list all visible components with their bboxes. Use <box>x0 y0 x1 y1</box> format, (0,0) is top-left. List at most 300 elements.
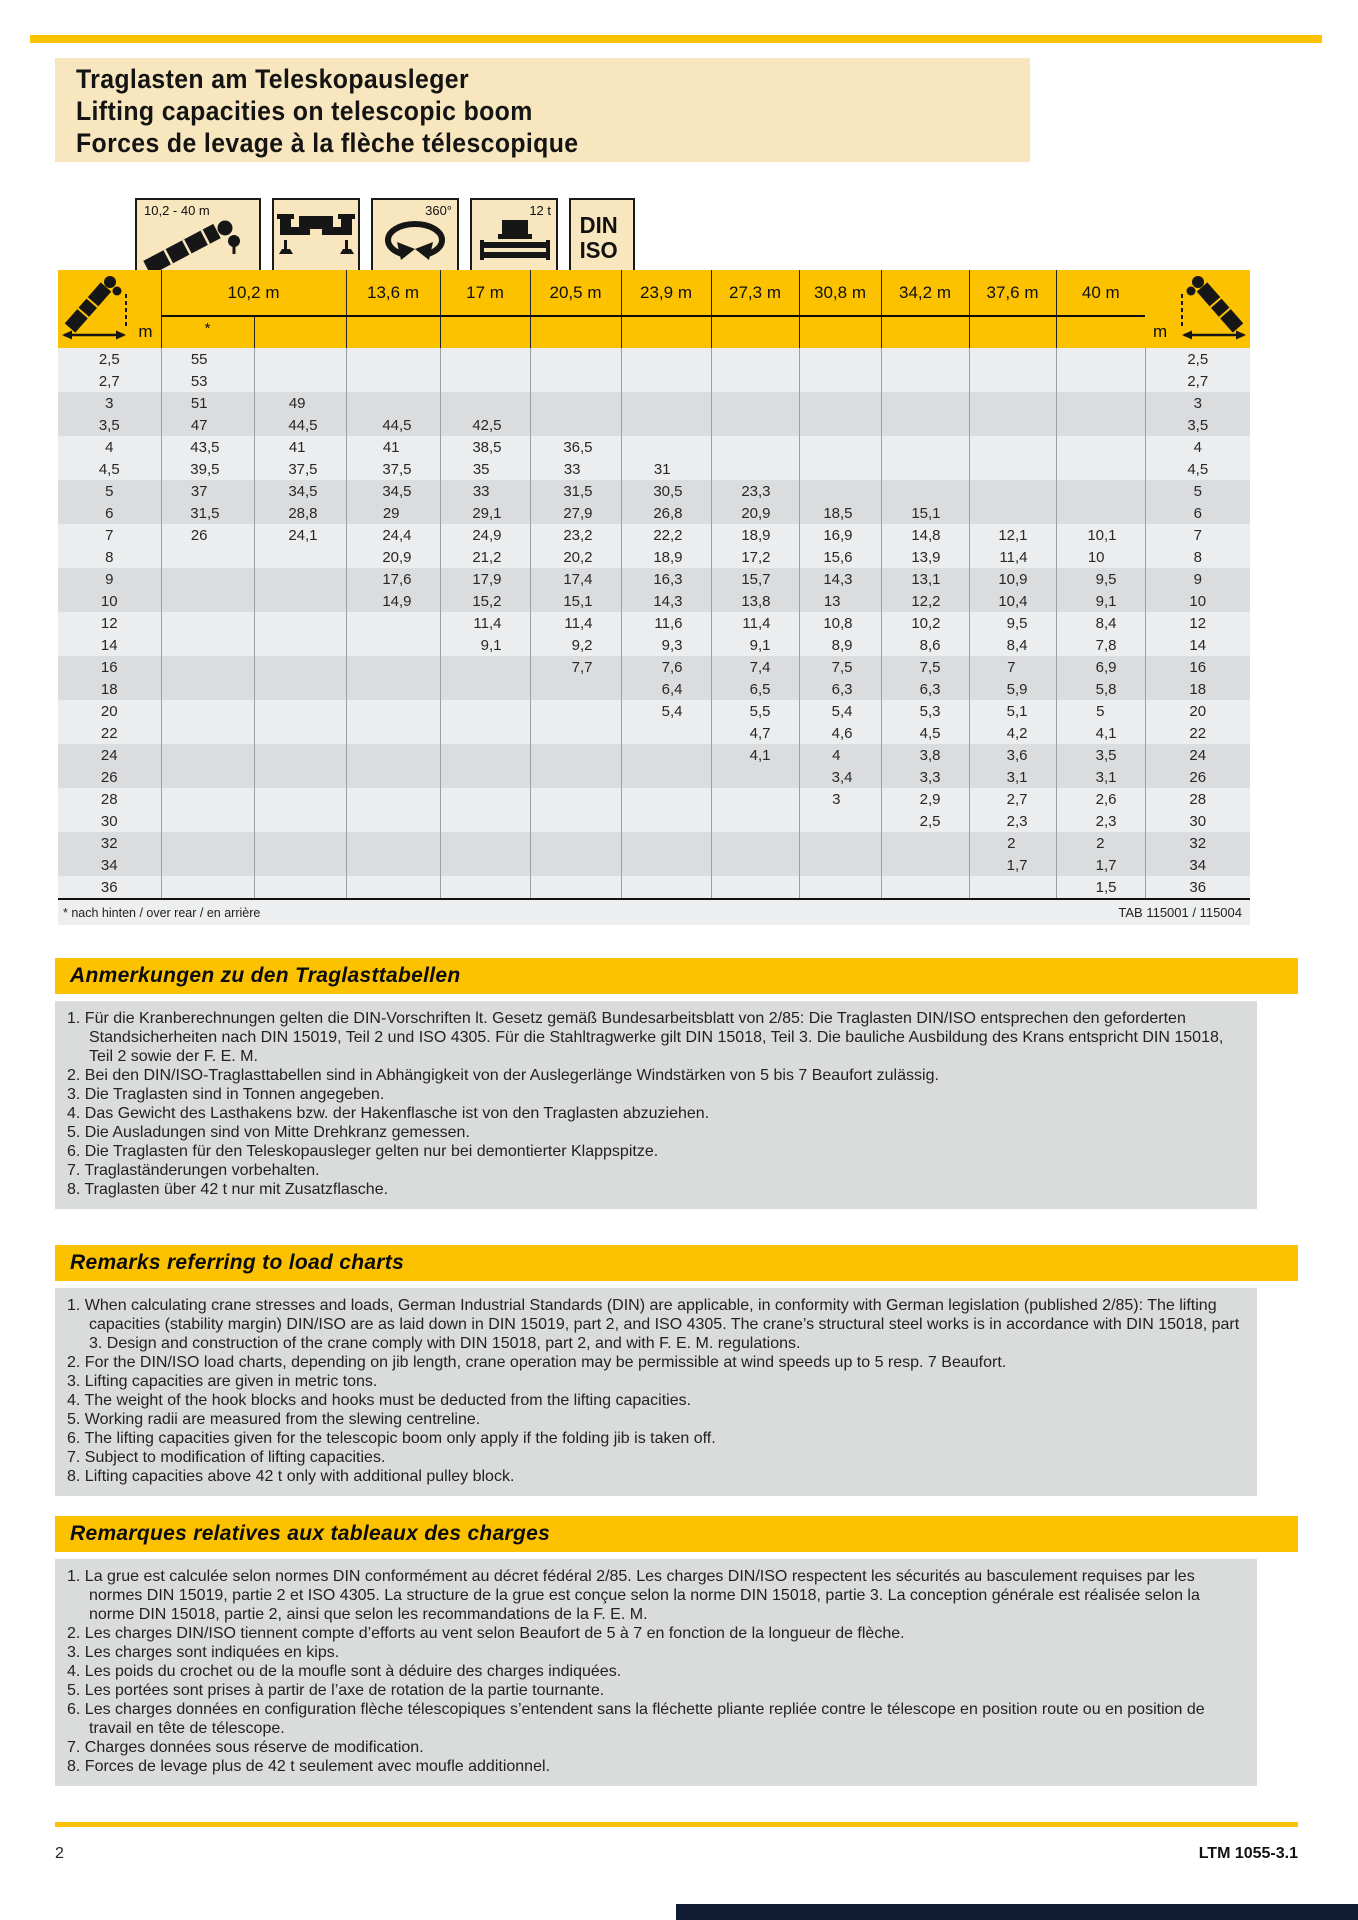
capacity-cell <box>969 348 1056 370</box>
capacity-cell <box>440 348 530 370</box>
capacity-table <box>58 270 1250 898</box>
capacity-cell: 5,1 <box>969 700 1056 722</box>
capacity-row <box>58 810 1250 832</box>
counterweight-label: 12 t <box>529 203 551 218</box>
capacity-cell <box>161 568 254 590</box>
remarks-section-en <box>55 1245 1298 1496</box>
capacity-cell: 18,9 <box>711 524 799 546</box>
capacity-cell <box>969 414 1056 436</box>
capacity-cell: 15,1 <box>881 502 969 524</box>
capacity-cell: 15,6 <box>799 546 881 568</box>
radius-cell: 10 <box>58 590 161 612</box>
radius-cell: 3 <box>1145 392 1250 414</box>
capacity-cell: 5,8 <box>1056 678 1145 700</box>
capacity-cell <box>530 788 621 810</box>
remark-item: 2. Les charges DIN/ISO tiennent compte d’efforts au vent selon Beaufort de 5 à 7 en fonction de la longueur de flèche. <box>67 1625 905 1642</box>
capacity-cell: 9,3 <box>621 634 711 656</box>
radius-cell: 16 <box>58 656 161 678</box>
capacity-cell <box>881 392 969 414</box>
radius-cell: 30 <box>1145 810 1250 832</box>
capacity-cell: 38,5 <box>440 436 530 458</box>
section-heading: Remarks referring to load charts <box>55 1245 1298 1281</box>
radius-cell: 4,5 <box>58 458 161 480</box>
remark-item: 1. When calculating crane stresses and loads, German Industrial Standards (DIN) are applicable, in conformity with German legislation (published 2/85): The lifting capacities (stability margin) DIN/ISO are as laid down in DIN 15019, part 2, and ISO 4305. The crane’s structural steel works is in accordance with DIN 15018, part 3. Design and construction of the crane comply with DIN 15018, part 2, and with F. E. M. regulations. <box>67 1297 1240 1352</box>
capacity-cell <box>254 722 346 744</box>
remark-item: 4. The weight of the hook blocks and hooks must be deducted from the lifting capacities. <box>67 1392 692 1409</box>
telescopic-boom-icon <box>137 216 259 276</box>
capacity-cell: 11,4 <box>530 612 621 634</box>
capacity-cell: 9,1 <box>711 634 799 656</box>
section-heading: Remarques relatives aux tableaux des charges <box>55 1516 1298 1552</box>
radius-cell: 26 <box>1145 766 1250 788</box>
capacity-cell: 2 <box>969 832 1056 854</box>
capacity-cell <box>346 348 440 370</box>
capacity-cell <box>254 656 346 678</box>
capacity-cell <box>254 744 346 766</box>
capacity-cell: 1,7 <box>969 854 1056 876</box>
page-title-en: Lifting capacities on telescopic boom <box>76 96 533 126</box>
radius-cell: 28 <box>1145 788 1250 810</box>
load-chart <box>58 270 1250 925</box>
capacity-cell: 13,1 <box>881 568 969 590</box>
capacity-row <box>58 832 1250 854</box>
capacity-cell: 29 <box>346 502 440 524</box>
capacity-cell: 51 <box>161 392 254 414</box>
din-label: DIN <box>579 212 618 238</box>
capacity-table-body <box>58 348 1250 898</box>
title-block <box>55 58 1030 162</box>
capacity-cell: 20,9 <box>711 502 799 524</box>
capacity-cell <box>621 744 711 766</box>
capacity-cell: 12,2 <box>881 590 969 612</box>
capacity-cell: 20,2 <box>530 546 621 568</box>
capacity-cell <box>440 766 530 788</box>
capacity-cell <box>969 436 1056 458</box>
capacity-cell <box>161 678 254 700</box>
capacity-cell <box>711 348 799 370</box>
capacity-cell <box>621 722 711 744</box>
capacity-cell <box>254 854 346 876</box>
capacity-cell: 37,5 <box>346 458 440 480</box>
capacity-cell <box>621 392 711 414</box>
capacity-cell: 11,4 <box>440 612 530 634</box>
sub-header-cell <box>440 316 530 348</box>
radius-cell: 2,5 <box>58 348 161 370</box>
page-title-de: Traglasten am Teleskopausleger <box>76 64 470 94</box>
boom-range-label: 10,2 - 40 m <box>144 203 210 218</box>
standards-din-iso-label <box>571 200 631 263</box>
capacity-cell: 3,3 <box>881 766 969 788</box>
sub-header-cell <box>621 316 711 348</box>
footer-accent-bar <box>676 1904 1358 1920</box>
capacity-cell <box>621 370 711 392</box>
table-footnote-bar <box>58 898 1250 925</box>
capacity-cell <box>161 700 254 722</box>
capacity-cell: 18,5 <box>799 502 881 524</box>
radius-cell: 24 <box>1145 744 1250 766</box>
remark-item: 6. The lifting capacities given for the telescopic boom only apply if the folding jib is taken off. <box>67 1430 716 1447</box>
remark-item: 3. Die Traglasten sind in Tonnen angegeben. <box>67 1086 385 1103</box>
capacity-cell: 5,9 <box>969 678 1056 700</box>
capacity-cell: 44,5 <box>346 414 440 436</box>
capacity-row <box>58 788 1250 810</box>
remark-item: 3. Les charges sont indiquées en kips. <box>67 1644 340 1661</box>
capacity-row <box>58 480 1250 502</box>
capacity-cell: 8,4 <box>1056 612 1145 634</box>
capacity-cell <box>346 634 440 656</box>
capacity-cell <box>530 810 621 832</box>
din-iso-box <box>569 198 635 278</box>
capacity-cell <box>530 854 621 876</box>
remark-item: 7. Charges données sous réserve de modification. <box>67 1739 424 1756</box>
capacity-cell <box>621 832 711 854</box>
capacity-cell <box>711 788 799 810</box>
radius-cell: 4 <box>58 436 161 458</box>
radius-cell: 32 <box>58 832 161 854</box>
capacity-cell: 14,9 <box>346 590 440 612</box>
capacity-cell: 6,3 <box>881 678 969 700</box>
capacity-cell <box>254 612 346 634</box>
capacity-cell: 17,9 <box>440 568 530 590</box>
capacity-cell <box>711 876 799 898</box>
capacity-cell: 14,8 <box>881 524 969 546</box>
capacity-cell <box>254 568 346 590</box>
capacity-cell: 39,5 <box>161 458 254 480</box>
remark-item: 5. Working radii are measured from the slewing centreline. <box>67 1411 481 1428</box>
sub-header-cell <box>799 316 881 348</box>
capacity-cell: 5,4 <box>621 700 711 722</box>
capacity-cell: 6,3 <box>799 678 881 700</box>
capacity-row <box>58 766 1250 788</box>
capacity-cell <box>881 832 969 854</box>
capacity-cell: 13,8 <box>711 590 799 612</box>
capacity-cell <box>530 414 621 436</box>
remark-item: 2. Bei den DIN/ISO-Traglasttabellen sind in Abhängigkeit von der Auslegerlänge Windstärken von 5 bis 7 Beaufort zulässig. <box>67 1067 939 1084</box>
page-number: 2 <box>55 1845 64 1862</box>
capacity-cell <box>969 480 1056 502</box>
capacity-cell <box>711 414 799 436</box>
capacity-cell <box>254 766 346 788</box>
radius-cell: 6 <box>58 502 161 524</box>
capacity-cell <box>254 546 346 568</box>
capacity-cell <box>1056 348 1145 370</box>
capacity-cell: 5,5 <box>711 700 799 722</box>
capacity-cell <box>161 546 254 568</box>
capacity-cell: 18,9 <box>621 546 711 568</box>
capacity-cell: 4,6 <box>799 722 881 744</box>
capacity-cell <box>711 436 799 458</box>
capacity-cell: 24,9 <box>440 524 530 546</box>
radius-cell: 14 <box>58 634 161 656</box>
capacity-cell: 4,2 <box>969 722 1056 744</box>
radius-cell: 4 <box>1145 436 1250 458</box>
radius-cell: 32 <box>1145 832 1250 854</box>
radius-cell: 34 <box>1145 854 1250 876</box>
capacity-cell: 10,9 <box>969 568 1056 590</box>
capacity-cell <box>440 832 530 854</box>
capacity-cell <box>254 370 346 392</box>
capacity-cell: 33 <box>530 458 621 480</box>
radius-cell: 30 <box>58 810 161 832</box>
capacity-cell <box>161 766 254 788</box>
capacity-cell: 8,6 <box>881 634 969 656</box>
remark-item: 4. Das Gewicht des Lasthakens bzw. der Hakenflasche ist von den Traglasten abzuziehen. <box>67 1105 710 1122</box>
remark-item: 6. Die Traglasten für den Teleskopausleger gelten nur bei demontierter Klappspitze. <box>67 1143 659 1160</box>
capacity-cell <box>346 876 440 898</box>
capacity-row <box>58 854 1250 876</box>
radius-header-left <box>58 270 161 348</box>
radius-cell: 8 <box>1145 546 1250 568</box>
capacity-cell <box>530 744 621 766</box>
capacity-cell <box>254 832 346 854</box>
capacity-cell: 7,6 <box>621 656 711 678</box>
radius-cell: 12 <box>58 612 161 634</box>
capacity-cell <box>161 656 254 678</box>
radius-cell: 22 <box>58 722 161 744</box>
capacity-cell: 42,5 <box>440 414 530 436</box>
radius-cell: 18 <box>1145 678 1250 700</box>
capacity-row <box>58 370 1250 392</box>
capacity-cell <box>969 392 1056 414</box>
remark-list <box>55 1001 1257 1209</box>
radius-unit-label: m <box>138 322 153 341</box>
capacity-cell <box>530 832 621 854</box>
capacity-cell <box>969 502 1056 524</box>
iso-label: ISO <box>579 237 618 263</box>
capacity-cell <box>621 810 711 832</box>
capacity-cell: 12,1 <box>969 524 1056 546</box>
capacity-cell <box>621 876 711 898</box>
capacity-cell: 3,5 <box>1056 744 1145 766</box>
capacity-cell: 13,9 <box>881 546 969 568</box>
capacity-cell <box>969 370 1056 392</box>
radius-cell: 5 <box>1145 480 1250 502</box>
radius-cell: 20 <box>58 700 161 722</box>
remark-item: 8. Traglasten über 42 t nur mit Zusatzflasche. <box>67 1181 389 1198</box>
remark-item: 5. Die Ausladungen sind von Mitte Drehkranz gemessen. <box>67 1124 470 1141</box>
capacity-cell <box>799 832 881 854</box>
capacity-cell: 27,9 <box>530 502 621 524</box>
capacity-cell: 44,5 <box>254 414 346 436</box>
capacity-cell: 6,5 <box>711 678 799 700</box>
capacity-cell: 4,1 <box>1056 722 1145 744</box>
capacity-cell <box>440 392 530 414</box>
capacity-row <box>58 876 1250 898</box>
capacity-cell <box>799 458 881 480</box>
capacity-cell <box>161 744 254 766</box>
capacity-cell: 34,5 <box>254 480 346 502</box>
capacity-cell <box>621 854 711 876</box>
capacity-cell: 5,3 <box>881 700 969 722</box>
remarks-section-de <box>55 958 1298 1209</box>
radius-cell: 2,7 <box>1145 370 1250 392</box>
radius-cell: 16 <box>1145 656 1250 678</box>
tab-reference: TAB 115001 / 115004 <box>1118 905 1242 920</box>
capacity-cell <box>799 392 881 414</box>
capacity-cell: 9,1 <box>440 634 530 656</box>
capacity-cell: 36,5 <box>530 436 621 458</box>
capacity-cell <box>346 832 440 854</box>
boom-length-header-row <box>58 270 1250 316</box>
remark-item: 2. For the DIN/ISO load charts, depending on jib length, crane operation may be permissible at wind speeds up to 5 resp. 7 Beaufort. <box>67 1354 1007 1371</box>
capacity-cell <box>254 788 346 810</box>
capacity-cell <box>346 392 440 414</box>
radius-header-right <box>1145 270 1250 348</box>
capacity-cell <box>530 370 621 392</box>
capacity-row <box>58 524 1250 546</box>
capacity-cell: 2,5 <box>881 810 969 832</box>
capacity-cell: 8,4 <box>969 634 1056 656</box>
radius-cell: 36 <box>1145 876 1250 898</box>
capacity-cell <box>440 656 530 678</box>
radius-cell: 3,5 <box>58 414 161 436</box>
remark-item: 3. Lifting capacities are given in metric tons. <box>67 1373 378 1390</box>
capacity-cell <box>161 590 254 612</box>
capacity-cell <box>1056 480 1145 502</box>
capacity-cell <box>621 348 711 370</box>
capacity-cell <box>530 348 621 370</box>
radius-cell: 34 <box>58 854 161 876</box>
capacity-cell <box>711 370 799 392</box>
capacity-cell: 7,5 <box>881 656 969 678</box>
capacity-row <box>58 590 1250 612</box>
capacity-cell <box>346 700 440 722</box>
outrigger-icon-box <box>272 198 360 278</box>
capacity-cell: 17,6 <box>346 568 440 590</box>
capacity-cell <box>440 722 530 744</box>
boom-length-header: 37,6 m <box>969 270 1056 316</box>
radius-cell: 9 <box>58 568 161 590</box>
capacity-row <box>58 502 1250 524</box>
capacity-cell: 37 <box>161 480 254 502</box>
capacity-cell <box>881 348 969 370</box>
capacity-cell: 7,4 <box>711 656 799 678</box>
radius-cell: 5 <box>58 480 161 502</box>
capacity-cell: 21,2 <box>440 546 530 568</box>
capacity-row <box>58 458 1250 480</box>
capacity-cell <box>799 854 881 876</box>
capacity-cell <box>440 854 530 876</box>
capacity-cell: 10 <box>1056 546 1145 568</box>
capacity-cell: 3 <box>799 788 881 810</box>
capacity-cell <box>161 634 254 656</box>
boom-length-header: 23,9 m <box>621 270 711 316</box>
boom-length-icon-box <box>135 198 261 278</box>
capacity-cell: 15,1 <box>530 590 621 612</box>
boom-length-header: 30,8 m <box>799 270 881 316</box>
radius-cell: 10 <box>1145 590 1250 612</box>
capacity-cell <box>799 480 881 502</box>
capacity-cell <box>530 700 621 722</box>
radius-cell: 26 <box>58 766 161 788</box>
capacity-cell <box>799 876 881 898</box>
radius-unit-label: m <box>1153 322 1168 341</box>
capacity-cell <box>1056 502 1145 524</box>
capacity-cell <box>711 854 799 876</box>
capacity-cell <box>711 458 799 480</box>
capacity-cell <box>881 458 969 480</box>
capacity-cell <box>530 722 621 744</box>
capacity-cell <box>440 810 530 832</box>
capacity-cell: 1,7 <box>1056 854 1145 876</box>
capacity-row <box>58 392 1250 414</box>
capacity-cell: 30,5 <box>621 480 711 502</box>
capacity-cell <box>1056 370 1145 392</box>
capacity-cell: 4,5 <box>881 722 969 744</box>
capacity-cell <box>346 678 440 700</box>
remarks-section-fr <box>55 1516 1298 1786</box>
capacity-cell <box>881 876 969 898</box>
capacity-cell: 8,9 <box>799 634 881 656</box>
capacity-cell: 26 <box>161 524 254 546</box>
capacity-cell: 17,4 <box>530 568 621 590</box>
sub-header-cell <box>530 316 621 348</box>
capacity-cell: 22,2 <box>621 524 711 546</box>
capacity-cell: 4,7 <box>711 722 799 744</box>
radius-cell: 24 <box>58 744 161 766</box>
capacity-row <box>58 656 1250 678</box>
capacity-cell: 9,1 <box>1056 590 1145 612</box>
sub-header-cell <box>969 316 1056 348</box>
capacity-cell: 16,9 <box>799 524 881 546</box>
sub-header-cell <box>254 316 346 348</box>
capacity-cell <box>1056 392 1145 414</box>
capacity-cell: 15,2 <box>440 590 530 612</box>
sub-header-row <box>58 316 1250 348</box>
capacity-cell: 34,5 <box>346 480 440 502</box>
counterweight-icon <box>472 200 556 276</box>
capacity-cell: 17,2 <box>711 546 799 568</box>
capacity-cell <box>161 722 254 744</box>
capacity-cell <box>530 392 621 414</box>
remark-item: 7. Traglaständerungen vorbehalten. <box>67 1162 320 1179</box>
capacity-cell: 4 <box>799 744 881 766</box>
capacity-cell <box>161 876 254 898</box>
capacity-cell <box>711 810 799 832</box>
capacity-cell <box>799 348 881 370</box>
capacity-cell: 10,4 <box>969 590 1056 612</box>
capacity-cell <box>161 854 254 876</box>
capacity-cell: 43,5 <box>161 436 254 458</box>
capacity-cell: 23,3 <box>711 480 799 502</box>
radius-cell: 14 <box>1145 634 1250 656</box>
capacity-cell <box>711 832 799 854</box>
capacity-cell: 24,1 <box>254 524 346 546</box>
capacity-cell: 2,3 <box>969 810 1056 832</box>
sub-header-cell <box>711 316 799 348</box>
capacity-cell <box>881 370 969 392</box>
capacity-cell <box>161 788 254 810</box>
capacity-cell <box>1056 458 1145 480</box>
capacity-cell: 11,4 <box>711 612 799 634</box>
sub-header-cell <box>881 316 969 348</box>
capacity-row <box>58 414 1250 436</box>
capacity-cell: 7 <box>969 656 1056 678</box>
capacity-cell: 4,1 <box>711 744 799 766</box>
capacity-cell <box>530 766 621 788</box>
capacity-cell: 13 <box>799 590 881 612</box>
top-accent-strip <box>30 35 1322 43</box>
capacity-row <box>58 744 1250 766</box>
radius-cell: 22 <box>1145 722 1250 744</box>
capacity-cell: 10,8 <box>799 612 881 634</box>
boom-length-header: 13,6 m <box>346 270 440 316</box>
capacity-cell: 3,8 <box>881 744 969 766</box>
capacity-cell <box>621 414 711 436</box>
capacity-cell: 7,7 <box>530 656 621 678</box>
capacity-cell: 26,8 <box>621 502 711 524</box>
sub-header-cell <box>346 316 440 348</box>
